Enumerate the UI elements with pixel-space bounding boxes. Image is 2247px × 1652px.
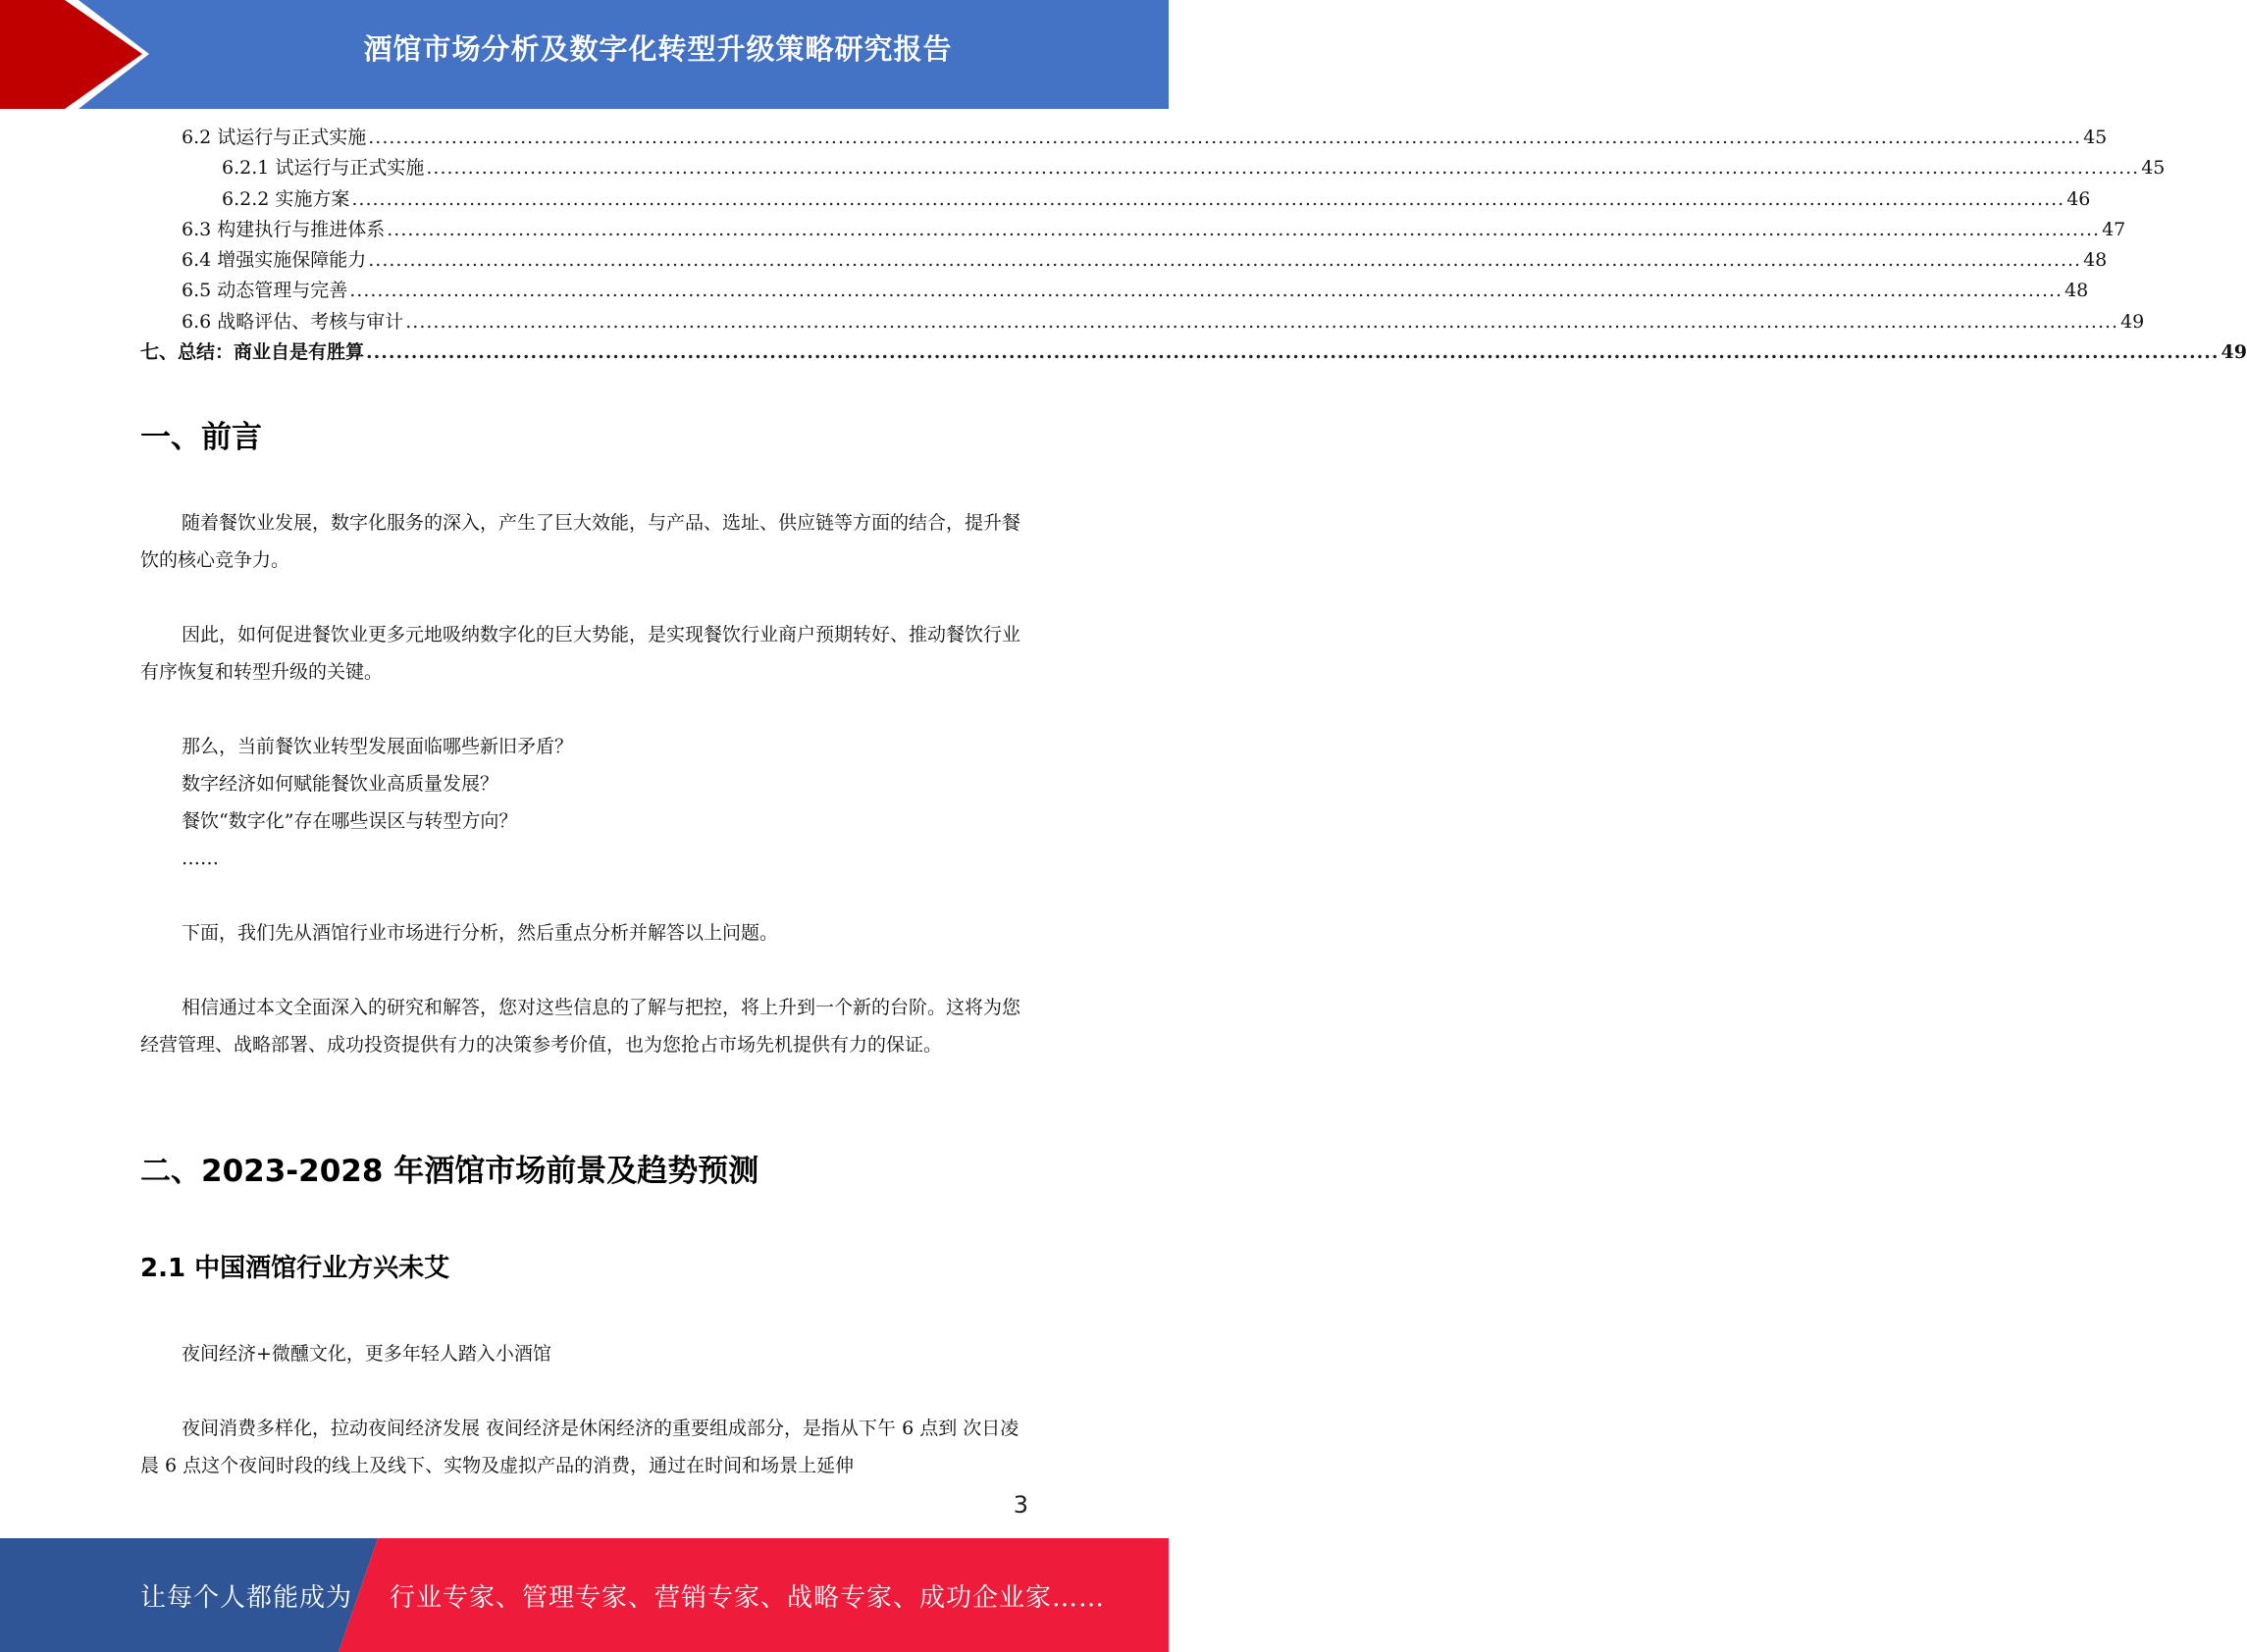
footer-slogan-left: 让每个人都能成为 [140,1583,353,1613]
toc-entry[interactable] [222,186,2091,212]
toc-entry-page: 49 [2221,341,2247,363]
page-number: 3 [1013,1491,1028,1519]
toc-entry-label: 6.6 战略评估、考核与审计 [182,311,404,333]
paragraph: 随着餐饮业发展，数字化服务的深入，产生了巨大效能，与产品、选址、供应链等方面的结合，提升餐饮的核心竞争力。 [140,512,1021,571]
page-footer [0,1538,1169,1652]
toc-entry-page: 48 [2083,249,2108,271]
page-header [0,0,1169,109]
toc-entry[interactable] [222,155,2166,181]
toc-entry-page: 48 [2064,280,2089,301]
toc-leader-dots: ........................................................................................................................................................................................................................................................ [351,188,2065,210]
subsection-heading: 2.1 中国酒馆行业方兴未艾 [140,1254,450,1283]
toc-entry-page: 49 [2120,311,2145,333]
toc-leader-dots: ........................................................................................................................................................................................................................................................ [349,280,2064,301]
toc-entry-label: 6.2.2 实施方案 [222,188,350,210]
header-red-arrow-icon [0,0,142,109]
toc-entry-label: 6.3 构建执行与推进体系 [182,219,386,240]
toc-entry-label: 6.2 试运行与正式实施 [182,127,367,148]
toc-leader-dots: ........................................................................................................................................................................................................................................................ [368,249,2082,271]
toc-leader-dots: ........................................................................................................................................................................................................................................................ [405,311,2119,333]
section-heading: 二、2023-2028 年酒馆市场前景及趋势预测 [140,1154,759,1189]
paragraph: 夜间经济+微醺文化，更多年轻人踏入小酒馆 [182,1343,551,1365]
toc-entry[interactable] [182,247,2108,273]
toc-leader-dots: ........................................................................................................................................................................................................................................................ [426,157,2140,179]
toc-entry-page: 47 [2102,219,2126,240]
toc-leader-dots: ........................................................................................................................................................................................................................................................ [387,219,2101,240]
paragraph: 相信通过本文全面深入的研究和解答，您对这些信息的了解与把控，将上升到一个新的台阶。这将为您经营管理、战略部署、成功投资提供有力的决策参考价值，也为您抢占市场先机提供有力的保证。 [140,997,1021,1056]
question-line: …… [182,848,219,869]
toc-leader-dots: ........................................................................................................................................................................................................................................................ [366,341,2220,363]
footer-slogan-right: 行业专家、管理专家、营销专家、战略专家、成功企业家…… [390,1583,1106,1613]
toc-entry[interactable] [182,278,2089,303]
toc-entry-label: 6.2.1 试运行与正式实施 [222,157,425,179]
paragraph: 夜间消费多样化，拉动夜间经济发展 夜间经济是休闲经济的重要组成部分，是指从下午 6 点到 次日凌晨 6 点这个夜间时段的线上及线下、实物及虚拟产品的消费，通过在时间和场景上延伸 [140,1418,1019,1476]
toc-entry-page: 45 [2083,127,2108,148]
question-line: 那么，当前餐饮业转型发展面临哪些新旧矛盾？ [182,736,574,757]
toc-entry-label: 6.5 动态管理与完善 [182,280,348,301]
toc-entry[interactable] [182,309,2145,335]
toc-entry[interactable] [182,217,2126,242]
paragraph: 因此，如何促进餐饮业更多元地吸纳数字化的巨大势能，是实现餐饮行业商户预期转好、推动餐饮行业有序恢复和转型升级的关键。 [140,624,1021,683]
toc-entry-page: 46 [2066,188,2091,210]
toc-entry[interactable] [140,339,2247,365]
toc-entry-label: 6.4 增强实施保障能力 [182,249,367,271]
question-line: 餐饮“数字化”存在哪些误区与转型方向？ [182,810,518,832]
toc-leader-dots: ........................................................................................................................................................................................................................................................ [368,127,2082,148]
toc-entry-page: 45 [2141,157,2166,179]
header-title: 酒馆市场分析及数字化转型升级策略研究报告 [363,32,953,66]
toc-entry[interactable] [182,125,2108,150]
section-heading: 一、前言 [140,420,262,455]
toc-entry-label: 七、总结：商业自是有胜算 [140,341,365,363]
paragraph: 下面，我们先从酒馆行业市场进行分析，然后重点分析并解答以上问题。 [182,922,779,944]
question-line: 数字经济如何赋能餐饮业高质量发展？ [182,773,499,795]
